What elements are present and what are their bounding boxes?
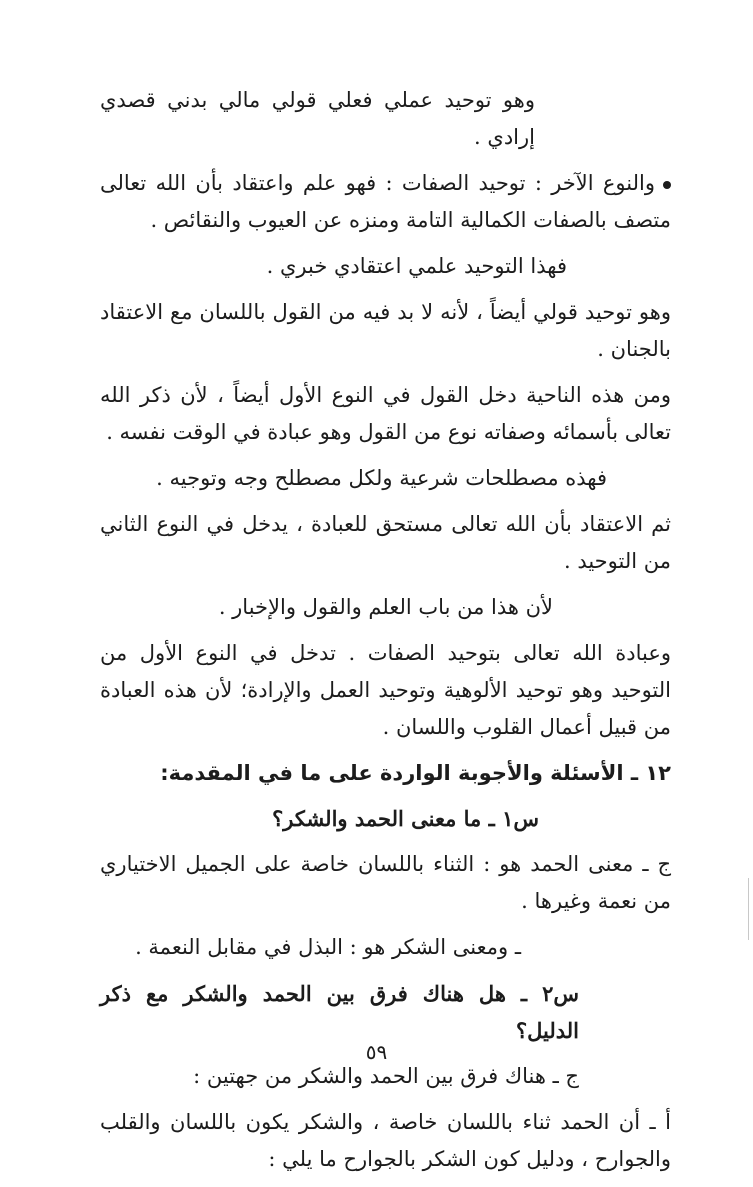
paragraph-8: لأن هذا من باب العلم والقول والإخبار . — [218, 595, 553, 619]
page-number: ٥٩ — [365, 1040, 388, 1064]
paragraph-7: ثم الاعتقاد بأن الله تعالى مستحق للعبادة ، يدخل في النوع الثاني من التوحيد . — [100, 512, 671, 573]
paragraph-3: فهذا التوحيد علمي اعتقادي خبري . — [266, 254, 567, 278]
answer-1-continued: ـ ومعنى الشكر هو : البذل في مقابل النعمة . — [135, 935, 521, 959]
section-heading: ١٢ ـ الأسئلة والأجوبة الواردة على ما في المقدمة: — [160, 761, 671, 785]
question-2: س٢ ـ هل هناك فرق بين الحمد والشكر مع ذكر الدليل؟ — [100, 981, 579, 1043]
body-text — [100, 82, 671, 1187]
question-1: س١ ـ ما معنى الحمد والشكر؟ — [272, 806, 539, 831]
paragraph-5: ومن هذه الناحية دخل القول في النوع الأول أيضاً ، لأن ذكر الله تعالى بأسمائه وصفاته نوع من القول وهو عبادة في الوقت نفسه . — [100, 383, 671, 444]
paragraph-6: فهذه مصطلحات شرعية ولكل مصطلح وجه وتوجيه . — [156, 466, 607, 490]
bullet-icon — [663, 181, 671, 189]
paragraph-9: وعبادة الله تعالى بتوحيد الصفات . تدخل في النوع الأول من التوحيد وهو توحيد الألوهية وتوحيد العمل والإرادة؛ لأن هذه العبادة من قبيل أعمال القلوب واللسان . — [100, 641, 672, 739]
paragraph-1: وهو توحيد عملي فعلي قولي مالي بدني قصدي إرادي . — [100, 88, 535, 149]
answer-2-point-a: أ ـ أن الحمد ثناء باللسان خاصة ، والشكر يكون باللسان والقلب والجوارح ، ودليل كون الشكر بالجوارح ما يلي : — [100, 1110, 671, 1171]
answer-1: ج ـ معنى الحمد هو : الثناء باللسان خاصة على الجميل الاختياري من نعمة وغيرها . — [100, 852, 671, 913]
paragraph-4: وهو توحيد قولي أيضاً ، لأنه لا بد فيه من القول باللسان مع الاعتقاد بالجنان . — [100, 300, 671, 361]
answer-2: ج ـ هناك فرق بين الحمد والشكر من جهتين : — [193, 1064, 579, 1088]
paragraph-2-text: والنوع الآخر : توحيد الصفات : فهو علم واعتقاد بأن الله تعالى متصف بالصفات الكمالية التامة ومنزه عن العيوب والنقائص . — [100, 171, 671, 232]
paragraph-2 — [100, 165, 671, 239]
page-edge-mark — [748, 878, 749, 940]
